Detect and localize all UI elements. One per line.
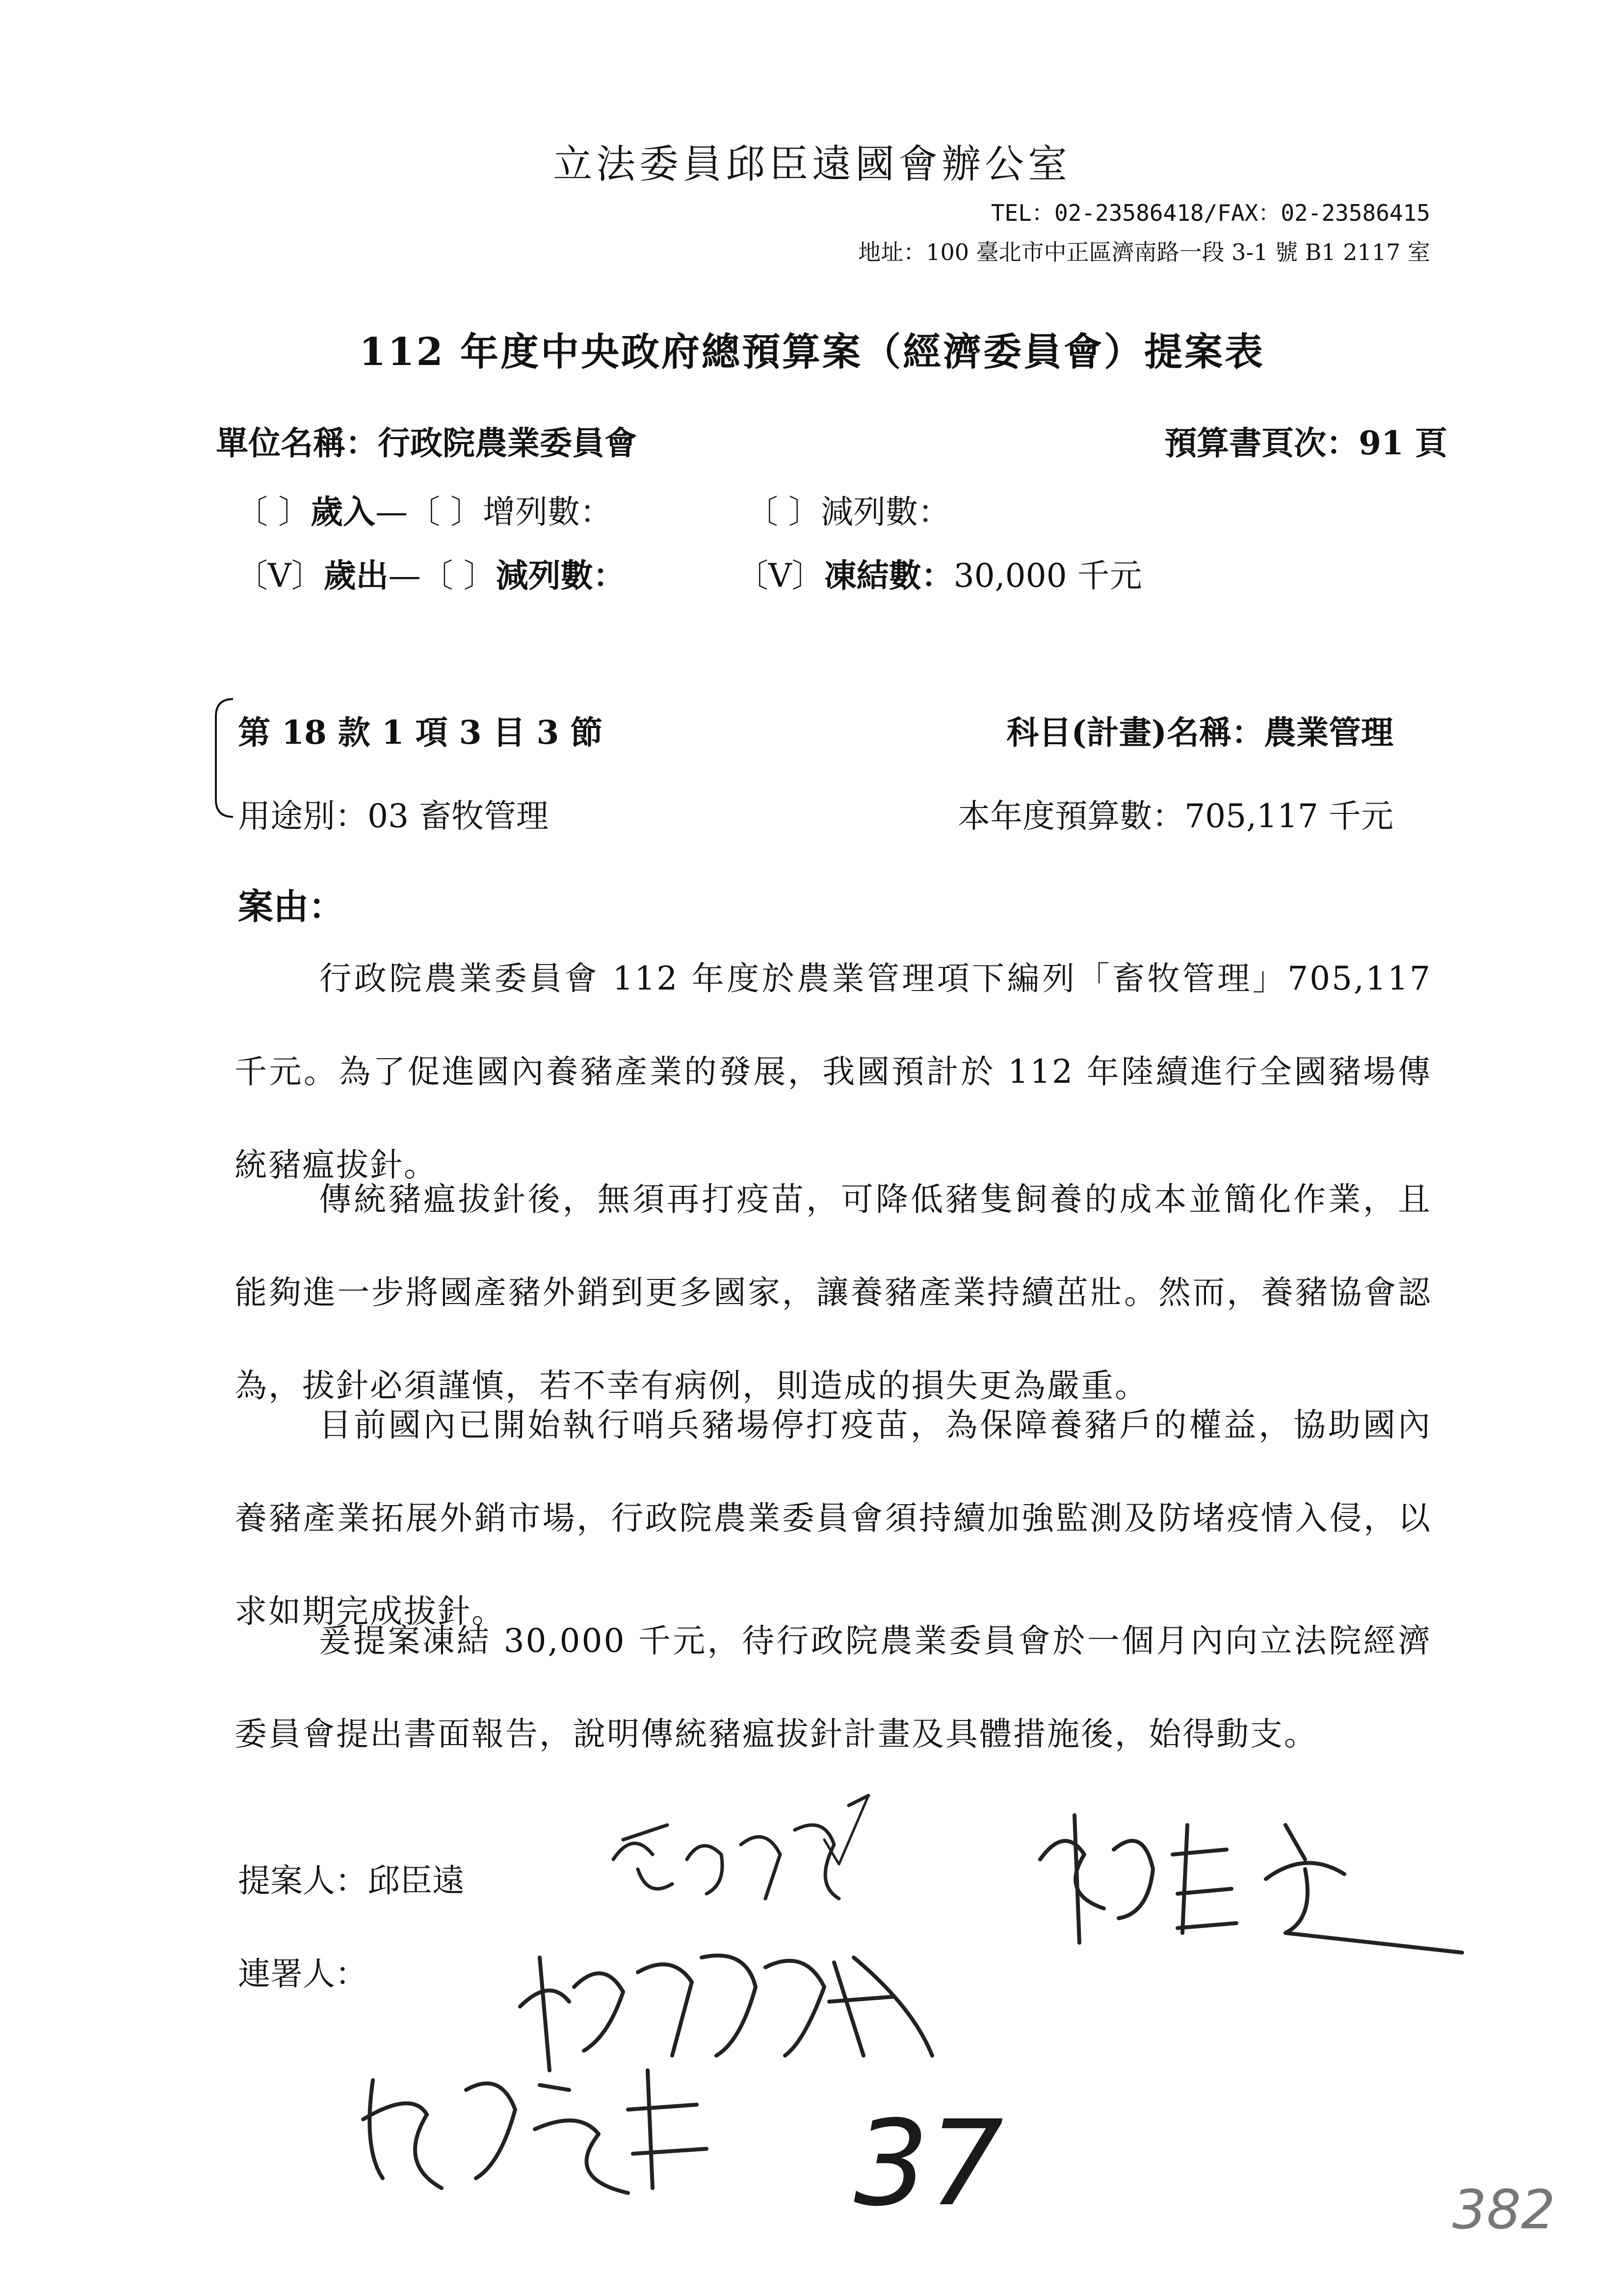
revenue-decrease <box>746 486 950 532</box>
subject-line <box>1007 706 1393 753</box>
tel-fax: TEL：02-23586418/FAX：02-23586415 <box>991 200 1430 226</box>
unit-label: 單位名稱： <box>216 424 378 462</box>
freeze-label: 凍結數： <box>824 556 954 595</box>
proposer-line <box>238 1854 465 1901</box>
expenditure-dash: — <box>388 557 421 595</box>
cosigner-label: 連署人： <box>238 1955 367 1993</box>
freeze-line <box>736 549 1142 596</box>
unit-value: 行政院農業委員會 <box>378 424 637 462</box>
handwritten-page-number: 37 <box>854 2095 1004 2232</box>
budget-page-line <box>1164 417 1447 464</box>
handwritten-signature-4 <box>353 2051 795 2213</box>
paragraph-4-text: 爰提案凍結 30,000 千元，待行政院農業委員會於一個月內向立法院經濟委員會提出書面報告，說明傳統豬瘟拔針計畫及具體措施後，始得動支。 <box>235 1622 1432 1753</box>
expenditure-checkbox: 〔V〕 <box>236 557 324 595</box>
revenue-checkbox: 〔 〕 <box>236 493 311 531</box>
revenue-decrease-checkbox: 〔 〕 <box>746 493 821 531</box>
office-address: 地址：100 臺北市中正區濟南路一段 3-1 號 B1 2117 室 <box>858 239 1430 265</box>
proposer-label: 提案人： <box>238 1862 367 1900</box>
section-number: 第 18 款 1 項 3 目 3 節 <box>238 713 603 752</box>
expenditure-line <box>236 549 626 596</box>
revenue-label: 歲入 <box>310 493 375 531</box>
subject-value: 農業管理 <box>1264 713 1393 752</box>
freeze-value: 30,000 千元 <box>953 557 1142 595</box>
freeze-checkbox: 〔V〕 <box>736 557 824 595</box>
revenue-dash: — <box>375 493 408 531</box>
handwritten-signature-1 <box>603 1786 878 1913</box>
paragraph-1-text: 行政院農業委員會 112 年度於農業管理項下編列「畜牧管理」705,117 千元。為了促進國內養豬產業的發展，我國預計於 112 年陸續進行全國豬場傳統豬瘟拔針。 <box>235 960 1432 1184</box>
paragraph-4 <box>235 1594 1432 1781</box>
expenditure-decrease-checkbox: 〔 〕 <box>420 557 496 595</box>
revenue-increase-checkbox: 〔 〕 <box>407 493 483 531</box>
revenue-decrease-label: 減列數： <box>820 493 950 531</box>
handwritten-corner-number: 382 <box>1452 2178 1555 2241</box>
paragraph-2-text: 傳統豬瘟拔針後，無須再打疫苗，可降低豬隻飼養的成本並簡化作業，且能夠進一步將國產豬外銷到更多國家，讓養豬產業持續茁壯。然而，養豬協會認為，拔針必須謹慎，若不幸有病例，則造成的損失更為嚴重。 <box>235 1180 1432 1405</box>
expenditure-label: 歲出 <box>323 556 389 595</box>
subject-label: 科目(計畫)名稱： <box>1006 713 1264 752</box>
left-brace <box>211 697 236 819</box>
office-title: 立法委員邱臣遠國會辦公室 <box>553 141 1071 187</box>
paragraph-3-text: 目前國內已開始執行哨兵豬場停打疫苗，為保障養豬戶的權益，協助國內養豬產業拓展外銷市場，行政院農業委員會須持續加強監測及防堵疫情入侵，以求如期完成拔針。 <box>235 1406 1432 1630</box>
handwritten-signature-2 <box>1030 1796 1472 1957</box>
budget-page-value: 91 頁 <box>1359 424 1447 462</box>
revenue-increase-label: 增列數： <box>482 493 612 531</box>
budget-page-label: 預算書頁次： <box>1164 424 1359 462</box>
reason-heading: 案由： <box>238 886 344 927</box>
usage-line: 用途別：03 畜牧管理 <box>238 797 549 835</box>
proposer-name: 邱臣遠 <box>367 1862 465 1900</box>
annual-budget: 本年度預算數：705,117 千元 <box>958 797 1393 835</box>
expenditure-decrease-label: 減列數： <box>496 556 626 595</box>
revenue-line <box>236 486 612 532</box>
unit-line <box>216 417 637 464</box>
document-title: 112 年度中央政府總預算案（經濟委員會）提案表 <box>359 330 1265 374</box>
